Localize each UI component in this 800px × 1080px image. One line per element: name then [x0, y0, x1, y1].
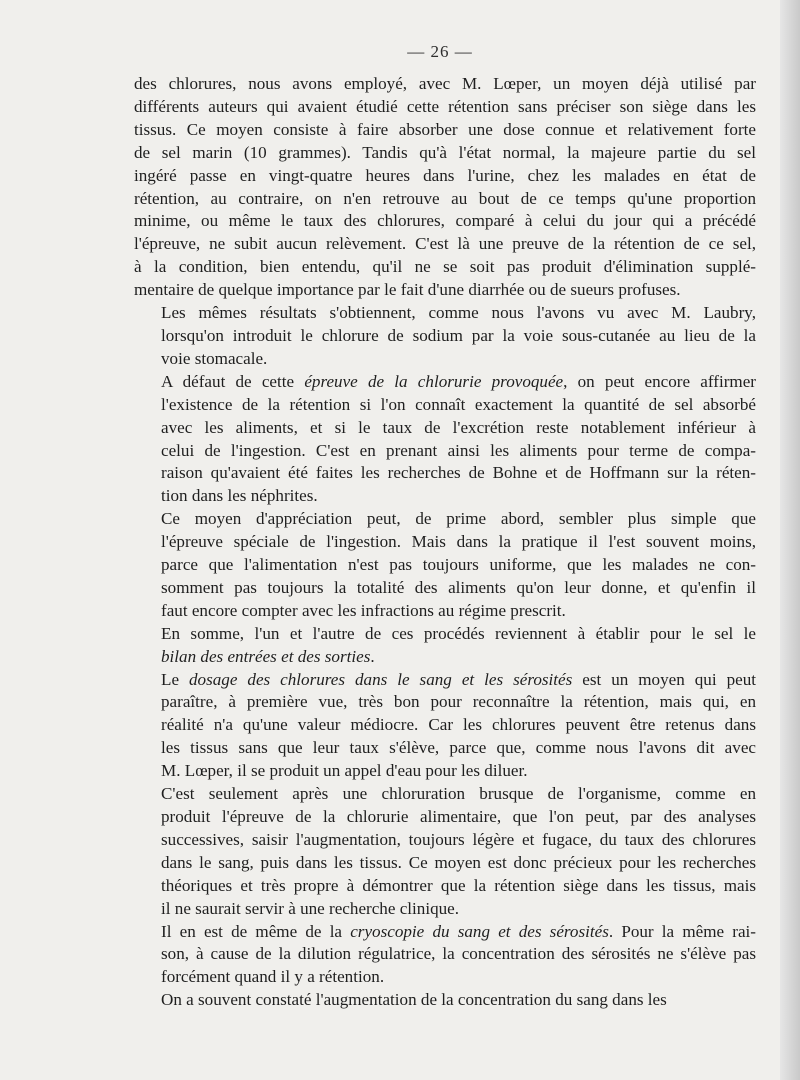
text-line	[134, 829, 756, 852]
text-line	[134, 440, 756, 463]
text-line	[134, 165, 756, 188]
text-segment: successives, saisir l'augmentation, toujours légère et fugace, du taux des chlorures	[161, 829, 756, 849]
italic-segment: bilan des entrées et des sorties	[161, 646, 371, 666]
text-segment: lorsqu'on introduit le chlorure de sodium par la voie sous-cutanée au lieu de la	[161, 325, 756, 345]
text-line	[134, 691, 756, 714]
text-segment: celui de l'ingestion. C'est en prenant ainsi les aliments pour terme de compa-	[161, 440, 756, 460]
text-segment: . Pour la même rai-	[608, 921, 756, 941]
text-line	[134, 600, 756, 623]
text-segment: raison qu'avaient été faites les recherches de Bohne et de Hoffmann sur la réten-	[161, 463, 756, 483]
text-line	[134, 737, 756, 760]
paragraph	[134, 73, 756, 302]
page-number: — 26 —	[407, 42, 473, 61]
text-segment: tion dans les néphrites.	[161, 486, 318, 506]
text-segment: M. Lœper, il se produit un appel d'eau pour les diluer.	[161, 761, 528, 781]
paragraph	[134, 921, 756, 990]
text-segment: .	[370, 646, 375, 666]
text-line	[134, 119, 756, 142]
text-line	[134, 669, 756, 692]
italic-segment: dosage des chlorures dans le sang et les sérosités	[189, 669, 573, 689]
text-line	[134, 921, 756, 944]
text-line	[134, 233, 756, 256]
text-line	[134, 577, 756, 600]
text-line	[134, 783, 756, 806]
text-line	[134, 188, 756, 211]
text-segment: les tissus sans que leur taux s'élève, parce que, comme nous l'avons dit avec	[161, 738, 756, 758]
text-segment: dans le sang, puis dans les tissus. Ce moyen est donc précieux pour les recherches	[161, 852, 756, 872]
text-segment: forcément quand il y a rétention.	[161, 967, 385, 987]
text-segment: produit l'épreuve de la chlorurie alimentaire, que l'on peut, par des analyses	[161, 807, 756, 826]
text-segment: il ne saurait servir à une recherche clinique.	[161, 898, 460, 918]
paragraph	[134, 371, 756, 508]
text-segment: tissus. Ce moyen consiste à faire absorber une dose connue et relativement forte	[134, 119, 756, 139]
text-segment: Les mêmes résultats s'obtiennent, comme nous l'avons vu avec M. Laubry,	[161, 303, 756, 323]
text-line	[134, 73, 756, 96]
paragraph	[134, 669, 756, 784]
paragraph	[134, 508, 756, 623]
text-line	[134, 943, 756, 966]
text-line	[134, 462, 756, 485]
text-segment: différents auteurs qui avaient étudié cette rétention sans préciser son siège dans les	[134, 96, 756, 116]
text-segment: à la condition, bien entendu, qu'il ne se soit pas produit d'élimination supplé-	[134, 257, 756, 277]
text-segment: mentaire de quelque importance par le fait d'une diarrhée ou de sueurs profuses.	[134, 280, 681, 300]
text-line	[134, 623, 756, 646]
text-segment: En somme, l'un et l'autre de ces procédés reviennent à établir pour le sel le	[161, 623, 756, 643]
text-segment: A défaut de cette	[161, 371, 305, 391]
text-segment: l'existence de la rétention si l'on connaît exactement la quantité de sel absorbé	[161, 394, 756, 414]
text-line	[134, 417, 756, 440]
text-segment: C'est seulement après une chloruration brusque de l'organisme, comme en	[161, 784, 756, 804]
text-line	[134, 646, 756, 669]
text-line	[134, 875, 756, 898]
text-line	[134, 898, 756, 921]
text-segment: parce que l'alimentation n'est pas toujours uniforme, que les malades ne con-	[161, 555, 756, 575]
text-line	[134, 256, 756, 279]
paragraph	[134, 302, 756, 371]
text-line	[134, 348, 756, 371]
paragraph	[134, 989, 756, 1012]
text-segment: , on peut encore affirmer	[563, 371, 756, 391]
text-line	[134, 302, 756, 325]
text-line	[134, 325, 756, 348]
text-segment: Ce moyen d'appréciation peut, de prime abord, sembler plus simple que	[161, 509, 756, 529]
text-segment: Le	[161, 669, 189, 689]
text-segment: l'épreuve, ne subit aucun relèvement. C'est là une preuve de la rétention de ce sel,	[134, 234, 756, 254]
text-segment: paraître, à première vue, très bon pour reconnaître la rétention, mais qui, en	[161, 692, 756, 712]
text-segment: voie stomacale.	[161, 348, 268, 368]
italic-segment: cryoscopie du sang et des sérosités	[350, 921, 609, 941]
text-line	[134, 96, 756, 119]
text-segment: de sel marin (10 grammes). Tandis qu'à l'état normal, la majeure partie du sel	[134, 142, 756, 162]
body-text	[134, 73, 756, 1012]
text-line	[134, 760, 756, 783]
text-line	[134, 279, 756, 302]
paragraph	[134, 623, 756, 669]
text-segment: son, à cause de la dilution régulatrice, la concentration des sérosités ne s'élève pas	[161, 944, 756, 964]
text-segment: faut encore compter avec les infractions au régime prescrit.	[161, 600, 566, 620]
text-line	[134, 806, 756, 829]
text-segment: minime, ou même le taux des chlorures, comparé à celui du jour qui a précédé	[134, 211, 756, 231]
text-line	[134, 714, 756, 737]
text-segment: l'épreuve spéciale de l'ingestion. Mais dans la pratique il l'est souvent moins,	[161, 532, 756, 552]
text-line	[134, 210, 756, 233]
text-line	[134, 142, 756, 165]
text-segment: somment pas toujours la totalité des aliments qu'on leur donne, et qu'enfin il	[161, 577, 756, 597]
text-segment: théoriques et très propre à démontrer que la rétention siège dans les tissus, mais	[161, 875, 756, 895]
text-line	[134, 485, 756, 508]
text-line	[134, 554, 756, 577]
text-segment: réalité n'a qu'une valeur médiocre. Car les chlorures peuvent être retenus dans	[161, 715, 756, 735]
text-segment: rétention, au contraire, on n'en retrouve au bout de ce temps qu'une proportion	[134, 188, 756, 208]
text-line	[134, 371, 756, 394]
text-segment: avec les aliments, et si le taux de l'excrétion reste notablement inférieur à	[161, 417, 756, 437]
text-segment: On a souvent constaté l'augmentation de la concentration du sang dans les	[161, 990, 667, 1010]
text-line	[134, 966, 756, 989]
text-segment: ingéré passe en vingt-quatre heures dans l'urine, chez les malades en état de	[134, 165, 756, 185]
text-line	[134, 394, 756, 417]
text-line	[134, 989, 756, 1012]
italic-segment: épreuve de la chlorurie provoquée	[304, 371, 564, 391]
text-line	[134, 531, 756, 554]
text-line	[134, 852, 756, 875]
paragraph	[134, 783, 756, 920]
text-segment: Il en est de même de la	[161, 921, 351, 941]
page-edge	[780, 0, 800, 1080]
text-segment: des chlorures, nous avons employé, avec M. Lœper, un moyen déjà utilisé par	[134, 74, 756, 93]
text-segment: est un moyen qui peut	[572, 669, 756, 689]
text-line	[134, 508, 756, 531]
